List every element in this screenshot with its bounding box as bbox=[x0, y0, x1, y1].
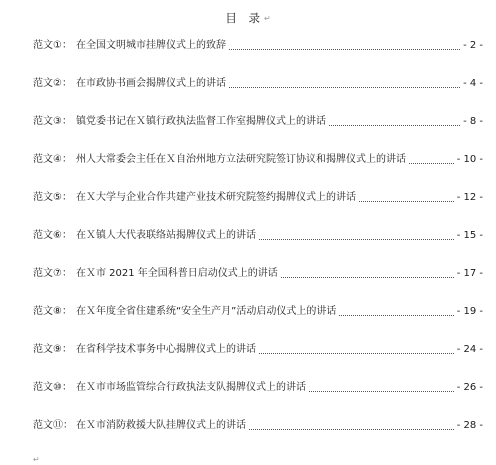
toc-entry-page: - 26 - bbox=[456, 382, 483, 393]
toc-entry[interactable] bbox=[0, 380, 496, 396]
toc-entry[interactable] bbox=[0, 228, 496, 244]
paragraph-mark-icon: ↵ bbox=[33, 455, 40, 464]
toc-entry[interactable] bbox=[0, 190, 496, 206]
toc-leader-dots bbox=[281, 277, 454, 278]
toc-entry-title: 在Ｘ市市场监管综合行政执法支队揭牌仪式上的讲话 bbox=[76, 382, 306, 393]
toc-entry-page: - 15 - bbox=[456, 230, 483, 241]
toc-entry[interactable] bbox=[0, 342, 496, 358]
toc-entry-label: 范文⑥： bbox=[33, 230, 72, 241]
toc-entry-title: 在市政协书画会揭牌仪式上的讲话 bbox=[76, 78, 226, 89]
toc-entry-label: 范文⑧： bbox=[33, 306, 72, 317]
toc-title bbox=[0, 10, 496, 26]
toc-entry-label: 范文④： bbox=[33, 154, 72, 165]
toc-entry-label: 范文①： bbox=[33, 40, 72, 51]
toc-entry-page: - 8 - bbox=[463, 116, 483, 127]
toc-entry-page: - 12 - bbox=[456, 192, 483, 203]
toc-entry[interactable] bbox=[0, 304, 496, 320]
toc-leader-dots bbox=[329, 125, 460, 126]
toc-leader-dots bbox=[249, 429, 454, 430]
toc-leader-dots bbox=[339, 315, 453, 316]
toc-leader-dots bbox=[229, 49, 460, 50]
toc-entry[interactable] bbox=[0, 418, 496, 434]
toc-entry-label: 范文⑩： bbox=[33, 382, 72, 393]
toc-entry-label: 范文⑨： bbox=[33, 344, 72, 355]
paragraph-mark-icon: ↵ bbox=[263, 14, 271, 23]
toc-entry-title: 在Ｘ大学与企业合作共建产业技术研究院签约揭牌仪式上的讲话 bbox=[76, 192, 356, 203]
toc-entry-title: 在Ｘ市消防救援大队挂牌仪式上的讲话 bbox=[76, 420, 246, 431]
toc-entry-label: 范文⑤： bbox=[33, 192, 72, 203]
toc-entry-page: - 17 - bbox=[456, 268, 483, 279]
toc-entry-title: 在省科学技术事务中心揭牌仪式上的讲话 bbox=[76, 344, 256, 355]
toc-entry-title: 在Ｘ年度全省住建系统“安全生产月”活动启动仪式上的讲话 bbox=[76, 306, 337, 317]
toc-entry-page: - 19 - bbox=[456, 306, 483, 317]
toc-entry-label: 范文⑦： bbox=[33, 268, 72, 279]
toc-leader-dots bbox=[229, 87, 460, 88]
toc-entry-page: - 28 - bbox=[456, 420, 483, 431]
toc-entry-page: - 10 - bbox=[456, 154, 483, 165]
toc-entry[interactable] bbox=[0, 266, 496, 282]
toc-title-text: 目 录 bbox=[225, 11, 264, 25]
toc-entry-title: 镇党委书记在Ｘ镇行政执法监督工作室揭牌仪式上的讲话 bbox=[76, 116, 326, 127]
toc-leader-dots bbox=[309, 391, 454, 392]
toc-entry[interactable] bbox=[0, 152, 496, 168]
toc-leader-dots bbox=[359, 201, 454, 202]
toc-entry-title: 州人大常委会主任在Ｘ自治州地方立法研究院签订协议和揭牌仪式上的讲话 bbox=[76, 154, 406, 165]
toc-entry-title: 在Ｘ市 2021 年全国科普日启动仪式上的讲话 bbox=[76, 268, 278, 279]
toc-entry-title: 在Ｘ镇人大代表联络站揭牌仪式上的讲话 bbox=[76, 230, 256, 241]
toc-entry-title: 在全国文明城市挂牌仪式上的致辞 bbox=[76, 40, 226, 51]
toc-entry-page: - 4 - bbox=[463, 78, 483, 89]
toc-leader-dots bbox=[259, 239, 454, 240]
toc-leader-dots bbox=[409, 163, 454, 164]
toc-entry-page: - 24 - bbox=[456, 344, 483, 355]
toc-entry-label: 范文⑪： bbox=[33, 420, 73, 431]
toc-entry-page: - 2 - bbox=[463, 40, 483, 51]
toc-entry[interactable] bbox=[0, 76, 496, 92]
toc-entry-label: 范文②： bbox=[33, 78, 72, 89]
toc-leader-dots bbox=[259, 353, 454, 354]
toc-entry[interactable] bbox=[0, 114, 496, 130]
toc-entry-label: 范文③： bbox=[33, 116, 72, 127]
toc-entry[interactable] bbox=[0, 38, 496, 54]
